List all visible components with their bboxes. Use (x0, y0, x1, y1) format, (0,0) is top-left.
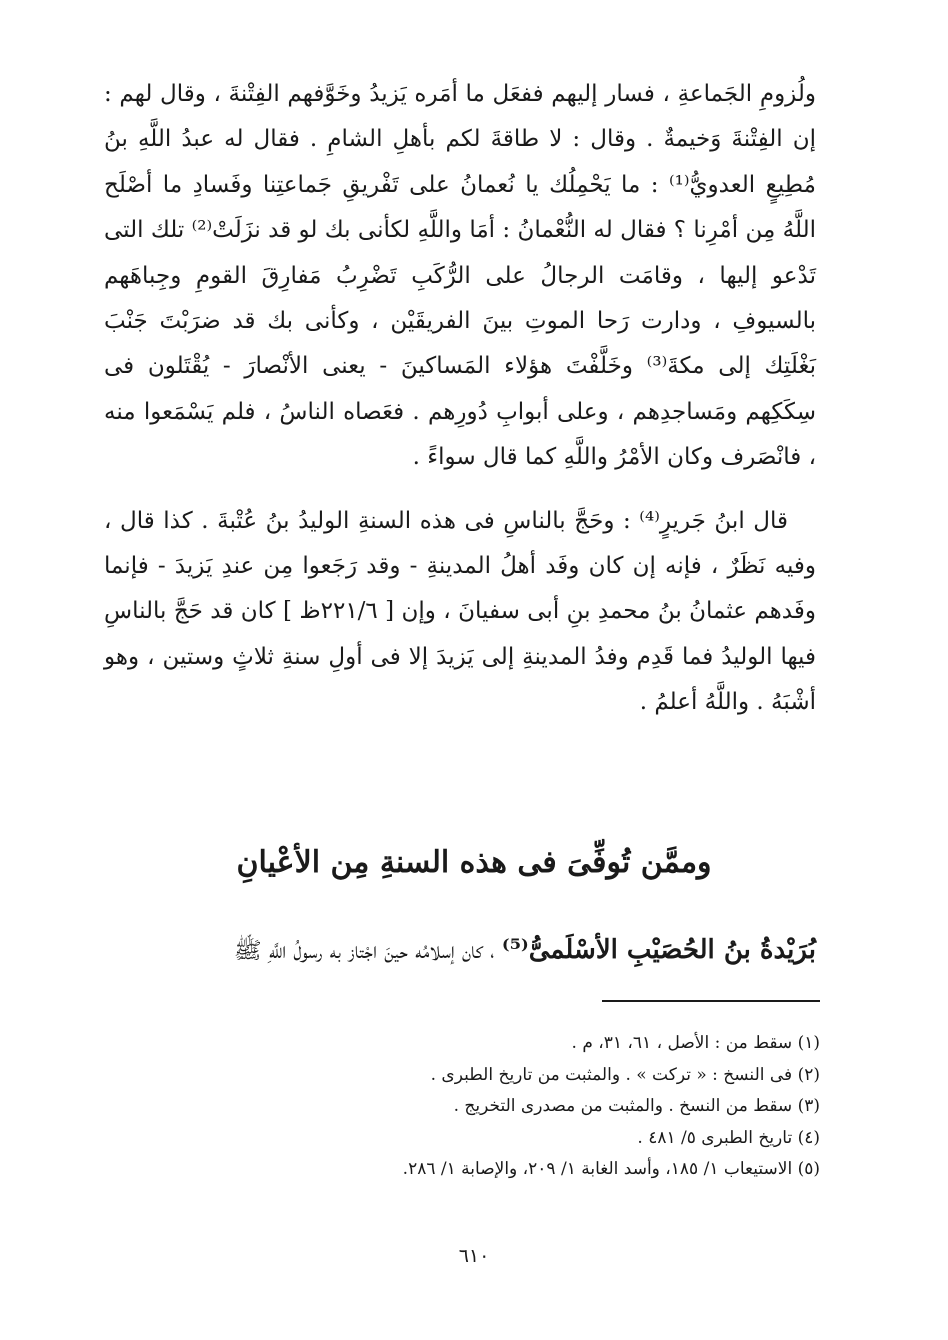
main-text (104, 72, 816, 726)
footnote-4: (٤) تاريخ الطبرى ٥/ ٤٨١ . (637, 1127, 820, 1148)
entry-text: ، كان إسلامُه حينَ اجْتاز به رسولُ اللَّهِ ﷺ (233, 938, 495, 964)
paragraph-ibn-jarir: قال ابنُ جَريرٍ⁽⁴⁾ : وحَجَّ بالناسِ فى هذه السنةِ الوليدُ بنُ عُتْبةَ . كذا قال ، وفيه نَظَرٌ ، فإنه إن كان وفَد أهلُ المدينةِ - وقد رَجَعوا مِن عندِ يَزيدَ - فإنما وفَدهم عثمانُ بنُ محمدِ بنِ أبى سفيانَ ، وإن [ ٢٢١/٦ظ ] كان قد حَجَّ بالناسِ فيها الوليدُ فما قَدِم وفدُ المدينةِ إلى يَزيدَ إلا فى أولِ سنةِ ثلاثٍ وستين ، وهو أشْبَهُ . واللَّهُ أعلمُ . (104, 507, 816, 716)
footnote-divider (602, 1000, 820, 1002)
footnote-2: (٢) فى النسخ : « تركت » . والمثبت من تاريخ الطبرى . (430, 1064, 820, 1085)
section-heading: وممَّن تُوفِّىَ فى هذه السنةِ مِن الأعْيانِ (236, 845, 712, 880)
entry-name: بُرَيْدةُ بنُ الحُصَيْبِ الأسْلَمىُّ⁽⁵⁾ (501, 935, 816, 965)
paragraph-nuuman-speech: ولُزومِ الجَماعةِ ، فسار إليهم ففعَل ما أمَره يَزيدُ وخَوَّفهم الفِتْنةَ ، وقال لهم : إن الفِتْنةَ وَخيمةٌ . وقال : لا طاقةَ لكم بأهلِ الشامِ . فقال له عبدُ اللَّهِ بنُ مُطِيعٍ العدويُّ⁽¹⁾ : ما يَحْمِلُك يا نُعمانُ على تَفْريقِ جَماعتِنا وفَسادِ ما أصْلَح اللَّهُ مِن أمْرِنا ؟ فقال له النُّعْمانُ : أمَا واللَّهِ لكأنى بك لو قد نزَلَتْ⁽²⁾ تلك التى تَدْعو إليها ، وقامَت الرجالُ على الرُّكَبِ تَضْرِبُ مَفارِقَ القومِ وجِباهَهم بالسيوفِ ، ودارت رَحا الموتِ بينَ الفريقَيْن ، وكأنى بك قد ضرَبْتَ جَنْبَ بَغْلَتِك إلى مكةَ⁽³⁾ وخَلَّفْتَ هؤلاء المَساكينَ - يعنى الأنْصارَ - يُقْتَلون فى سِكَكِهم ومَساجدِهم ، وعلى أبوابِ دُورِهم . فعَصاه الناسُ ، فلم يَسْمَعوا منه ، فانْصَرف وكان الأمْرُ واللَّهِ كما قال سواءً . (104, 81, 816, 471)
footnote-1: (١) سقط من : الأصل ، ٦١، ٣١، م . (571, 1033, 820, 1053)
footnote-3: (٣) سقط من النسخ . والمثبت من مصدرى التخريج . (453, 1096, 820, 1116)
footnote-5: (٥) الاستيعاب ١/ ١٨٥، وأسد الغابة ١/ ٢٠٩، والإصابة ١/ ٢٨٦. (402, 1159, 820, 1179)
footnotes (108, 1028, 820, 1186)
obituary-entry (104, 928, 816, 974)
page-number: ٦١٠ (458, 1245, 490, 1267)
